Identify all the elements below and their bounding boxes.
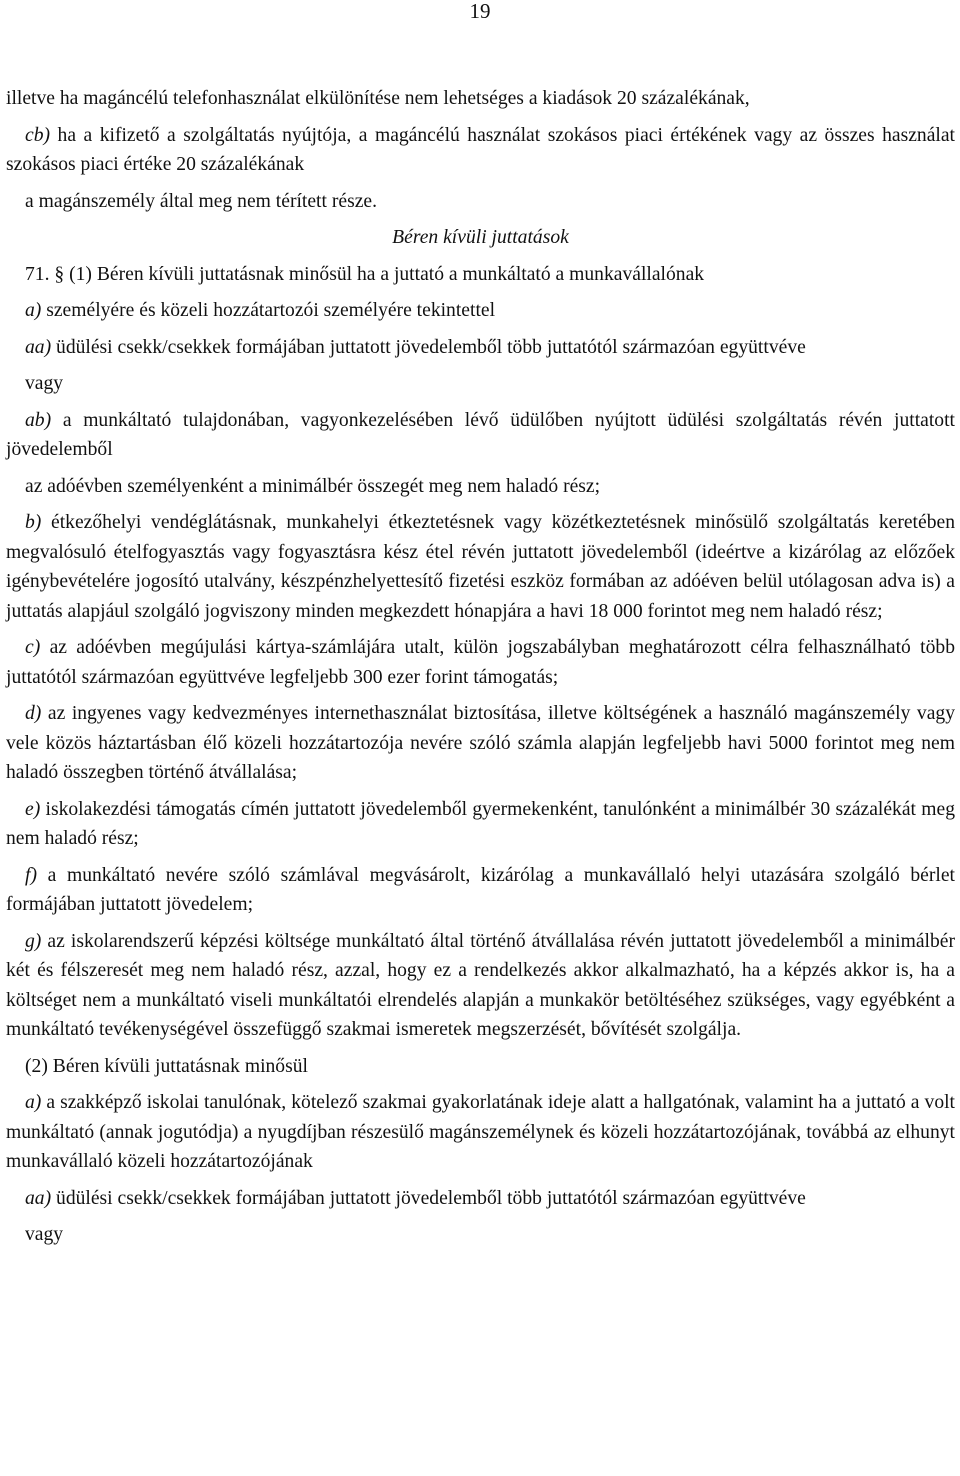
connector-vagy: vagy — [25, 1224, 64, 1245]
point-label: f) — [25, 864, 37, 886]
point-ab: ab) a munkáltató tulajdonában, vagyonkezelésében lévő üdülőben nyújtott üdülési szolgáltatás révén juttatott jövedelemből — [6, 409, 955, 460]
point-2-aa: aa) üdülési csekk/csekkek formájában juttatott jövedelemből több juttatótól származóan együttvéve — [25, 1187, 806, 1209]
point-a: a) személyére és közeli hozzátartozói személyére tekintettel — [25, 300, 496, 321]
page-number: 19 — [469, 0, 491, 23]
intro-closing: a magánszemély által meg nem térített része. — [25, 190, 377, 212]
document-body — [6, 84, 955, 1250]
point-label: e) — [25, 798, 41, 820]
point-label: ab) — [25, 409, 52, 431]
point-label: a) — [25, 1092, 42, 1113]
point-2-a: a) a szakképző iskolai tanulónak, kötelező szakmai gyakorlatának ideje alatt a hallgatónak, valamint ha a juttató a volt munkáltató (annak jogutódja) a nyugdíjban részesülő magánszemélynek és közeli hozzátartozójának, továbbá az elhunyt munkavállaló közeli hozzátartozójának — [6, 1092, 956, 1172]
point-label: a) — [25, 300, 42, 321]
point-d: d) az ingyenes vagy kedvezményes internethasználat biztosítása, illetve költségének a használó magánszemély vagy vele közös háztartásban élő közeli hozzátartozója nevére szóló számla alapján legfeljebb havi 5000 forintot meg nem haladó összegben történő átvállalása; — [6, 703, 955, 783]
point-label: aa) — [25, 1187, 52, 1209]
point-b: b) étkezőhelyi vendéglátásnak, munkahelyi étkeztetésnek vagy közétkeztetésnek minősülő szolgáltatás keretében megvalósuló ételfogyasztás vagy fogyasztásra kész étel révén juttatott jövedelemből (ideértve a kizárólag az előzőek igénybevételére jogosító utalvány, készpénzhelyettesítő fizetési eszköz formában az adóéven belül utólagosan adva is) a juttatás alapjául szolgáló jogviszony minden megkezdett hónapjára a havi 18 000 forintot meg nem haladó rész; — [6, 512, 955, 622]
point-label: cb) — [25, 124, 51, 146]
point-e: e) iskolakezdési támogatás címén juttatott jövedelemből gyermekenként, tanulónként a minimálbér 30 százalékát meg nem haladó rész; — [6, 798, 955, 849]
point-f: f) a munkáltató nevére szóló számlával megvásárolt, kizárólag a munkavállaló helyi utazására szolgáló bérlet formájában juttatott jövedelem; — [6, 864, 955, 915]
paragraph-71-1-head: 71. § (1) Béren kívüli juttatásnak minősül ha a juttató a munkáltató a munkavállalónak — [25, 263, 705, 285]
point-c: c) az adóévben megújulási kártya-számlájára utalt, külön jogszabályban meghatározott célra felhasználható több juttatótól származóan együttvéve legfeljebb 300 ezer forint támogatás; — [6, 637, 955, 688]
point-label: d) — [25, 703, 42, 724]
paragraph-71-2-head: (2) Béren kívüli juttatásnak minősül — [25, 1055, 308, 1077]
point-g: g) az iskolarendszerű képzési költsége munkáltató által történő átvállalása révén juttatott jövedelemből a minimálbér két és félszeresét meg nem haladó rész, azzal, hogy ez a rendelkezés akkor alkalmazható, ha a képzés akkor is, ha a költséget nem a munkáltató viseli munkáltatói elrendelés alapján a munkakör betöltéséhez szükséges, vagy egyébként a munkáltató tevékenységével összefüggő szakmai ismeretek megszerzését, bővítését szolgálja. — [6, 930, 956, 1040]
connector-vagy: vagy — [25, 373, 64, 394]
point-label: b) — [25, 512, 42, 533]
point-label: aa) — [25, 336, 52, 358]
point-cb: cb) ha a kifizető a szolgáltatás nyújtója, a magáncélú használat szokásos piaci értékének vagy az összes használat szokásos piaci értéke 20 százalékának — [6, 124, 955, 175]
point-aa: aa) üdülési csekk/csekkek formájában juttatott jövedelemből több juttatótól származóan együttvéve — [25, 336, 806, 358]
intro-continuation: illetve ha magáncélú telefonhasználat elkülönítése nem lehetséges a kiadások 20 százalékának, — [6, 88, 750, 109]
point-label: c) — [25, 637, 41, 658]
point-label: g) — [25, 930, 42, 952]
section-heading: Béren kívüli juttatások — [392, 227, 569, 248]
point-ab-tail: az adóévben személyenként a minimálbér összegét meg nem haladó rész; — [25, 475, 601, 497]
